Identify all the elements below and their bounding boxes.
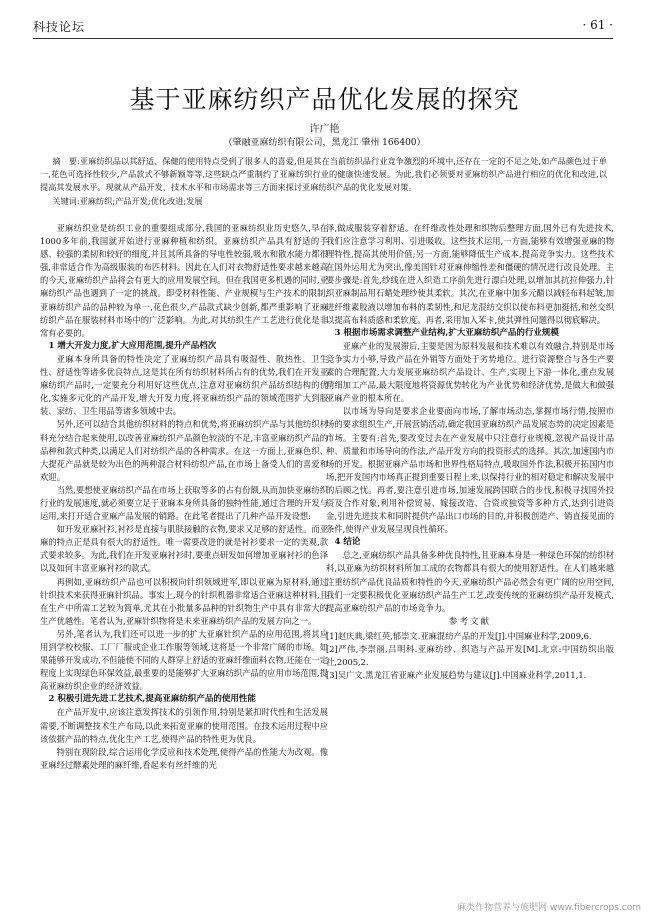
paragraph: 再例如,亚麻纺织产品也可以积极向针织领域进军,即以亚麻为原材料,通过针织技术来获得亚麻针织品。事实上,现今的针织机器非常适合亚麻这种材料,且在生产中所需工艺较为简单,尤其在小批量多品种的针织物生产中具有非常大的生产优越性。笔者认为,亚麻针织物将是未来亚麻纺织产品的发展方向之一。: [40, 576, 328, 626]
paragraph: 如开发亚麻衬衫,衬衫是直接与肌肤接触的衣物,要求又足够的舒适性。而亚麻的特点正是具有很大的舒适性。唯一需要改进的就是衬衫要求一定的美观,款式要求较多。为此,我们在开发亚麻衬衫时,要重点研发如何增加亚麻衬衫的色泽以及如何丰富亚麻衬衫的款式。: [40, 524, 328, 574]
paragraph: 泽,做成服装穿着舒适。在纤维改性处理和织物后整理方面,国外已有先进技术,我们应注意学习利用、引进吸收。这些技术运用,一方面,能够有效增强亚麻的物理特性,提高其使用价值;另一方面,能够降低生产成本,提高竞争实力。这些技术在国外运用尤为突出,像美国针对亚麻伸缩性差和僵硬的情况进行改良处理。主要步骤是:首先,纱线在进入织造工序前先进行漂白处理,以增加其抗拉伸强力,针织亚麻制品用石蜡处理纱使其柔软。其次,在亚麻中加多元醋以减轻布料起皱,加进纤维素胶液以增加布料的柔韧性,和尼龙混纺交织以使布料更加挺括,和丝交织以提高布料质感和柔软度。再者,采用加入苯卡,使其弹性问题得以彻底解决。: [326, 223, 614, 325]
reference-item: [2]严伟,李崇丽,吕明科.亚麻纺纱、织造与产品开发[M].北京:中国纺织出版社,2005,2.: [326, 644, 614, 668]
watermark: 麻类作物营养与施肥网 www.fibercrops.com: [457, 903, 641, 913]
paragraph: 亚麻产业的发展滞后,主要是因为原料发展和技术难以有效融合,特别是市场竞争实力小够,导致产品在外销等方面处于劣势地位。进行资源整合与各生产要素的合理配置,大力发展亚麻纺织产品设计、生产,实现上下游一体化,重点发展精细加工产品,最大限度地将资源优势转化为产业优势和经济优势,是做大和做强亚麻产业的根本所在。: [326, 340, 614, 404]
author-affiliation: （肇融亚麻纺织有限公司，黑龙江 肇州 166400）: [223, 138, 426, 148]
author-name: 许广艳: [309, 124, 340, 135]
paragraph: 特别在现阶段,综合运用化学反应和技术处理,使得产品的性能大为改观。像亚麻经过酵素处理的麻纤维,看起来有丝纤维的光: [40, 746, 328, 770]
keywords: 关键词:亚麻纺织;产品开发;优化改进;发展: [52, 196, 203, 206]
paragraph: 当然,要想使亚麻纺织产品在市场上获取等多的占有份额,从而加快亚麻纺织行业的发展速度,就必须要立足于亚麻本身所具备的独特性能,通过合理的开发与运用,来打开适合亚麻产品发展的销路。在此笔者提出了几种产品开发设想:: [40, 484, 328, 522]
paragraph: 亚麻本身所具备的特性决定了亚麻纺织产品具有吸湿性、散热性、卫生性、舒适性等诸多优良特点,这是其在所有纺织材料所占有的优势,我们在开发亚麻纺织产品时,一定要充分利用好这些优点,注意对亚麻纺织产品纺织结构的优化,实施多元化的产品开发,增大开发力度,将亚麻纺织产品的领域范围扩大到服装、家纺、卫生用品等诸多领域中去。: [40, 353, 328, 417]
paragraph: 总之,亚麻纺织产品具备多种优良特性,且亚麻本身是一种绿色环保的纺织材料,以亚麻为纺织材料所加工成的衣物都具有很大的使用舒适性。在人们越来越注重纺织产品优良品质和特性的今天,亚麻纺织产品必然会有更广阔的应用空间,我们一定要积极优化亚麻纺织产品生产工艺,改变传统的亚麻纺织产品开发模式,提高亚麻纺织产品的市场竞争力。: [326, 550, 614, 613]
abstract-block: [40, 155, 607, 208]
paragraph: 另外,还可以结合其他纺织材料的特点和优势,将亚麻纺织产品与其他纺织材料充分结合起来使用,以改善亚麻纺织产品颜色较淡的不足,丰富亚麻纺织产品的品种和款式种类,以满足人们对纺织产品的各种需求。在这一方面上,亚麻色织、大提花产品就是较为出色的两种混合材料纺织产品,在市场上备受人们的喜爱和欢迎。: [40, 419, 328, 482]
section-heading-3: 3 根据市场需求调整产业结构,扩大亚麻纺织产品的行业规模: [334, 327, 559, 338]
body-left-column: [40, 222, 328, 772]
running-header-page-number: · 61 ·: [582, 18, 613, 32]
paragraph: 在产品开发中,应该注意发挥技术的引领作用,特别是紧扣时代性和生活发展需要,不断调整技术生产布局,以此来拓宽亚麻的使用范围。在技术运用过程中应该依据产品的特点,优化生产工艺,使得产品的特性更为优良。: [40, 707, 328, 744]
body-right-column: [326, 222, 614, 682]
section-heading-4: 4 结论: [334, 537, 361, 548]
section-heading-2: 2 积极引进先进工艺技术,提高亚麻纺织产品的使用性能: [48, 694, 256, 705]
reference-item: [1]赵庆典,梁红英,郁崇文.亚麻混纺产品的开发[J].中国麻业科学,2009,6.: [326, 630, 592, 641]
abstract-text: 摘 要:亚麻纺织品以其舒适、保健的使用特点受到了很多人的喜爱,但是其在当前纺织品行业竞争激烈的环境中,还存在一定的不足之处,如产品颜色过于单一,花色可选择性较少,产品款式不够新颖等等,这些缺点严重制约了亚麻纺织行业的健康快速发展。为此,我们必须要对亚麻纺织产品进行相应的优化和改进,以提高其发展水平。现就从产品开发、技术水平和市场需求等三方面来探讨亚麻纺织产品的优化发展对策。: [40, 156, 607, 192]
references-heading: 参考文献: [448, 616, 491, 627]
article-title: 基于亚麻纺织产品优化发展的探究: [129, 85, 520, 114]
paragraph: 亚麻纺织业是纺织工业的重要组成部分,我国的亚麻纺织业历史悠久,早在1000多年前,我国就开始进行亚麻种植和纺织。亚麻纺织产品具有舒适的手感、较强的柔韧和较好的细度,并且其所具备的导电性较弱,吸水和散水能力都很强,非常适合作为高级服装的布匹材料。因此在人们对衣物舒适性要求越来越高的今天,亚麻纺织产品将会有更大的应用发展空间。但在我国更多机遇的同时,亚麻纺织产品也遇到了一定的挑战。即受材料性能、产业规模与生产技术的限制,亚麻纺织产品的品种较为单一,花色很少,产品款式缺少创新,都严重影响了亚麻纺织产品在服装材料市场中的广泛影响。为此,对其纺织生产工艺进行优化是非常有必要的。: [40, 223, 328, 338]
paragraph: 另外,笔者认为,我们还可以进一步的扩大亚麻针织产品的应用范围,将其应用到学校校服、工厂厂服或企业工作服等领域,这将是一个非常广阔的市场。如果能够开发成功,不但能使不同的人群穿上舒适的亚麻纤维面料衣物,还能在一定程度上实现绿色环保效益,最重要的是能够扩大亚麻纺织产品的应用市场范围,提高亚麻纺织企业的经济效益。: [40, 628, 328, 692]
header-rule: [33, 38, 613, 39]
reference-item: [3]吴广文.黑龙江省亚麻产业发展趋势与建议[J].中国麻业科学,2011,1.: [326, 670, 587, 681]
section-heading-1: 1 增大开发力度,扩大应用范围,提升产品档次: [48, 340, 217, 351]
paragraph: 以市场为导向是要求企业要面向市场,了解市场动态,掌握市场行情,按照市场的要求组织生产,开展营销活动,确定我国亚麻纺织产品发展态势的决定因素是市场。主要有:首先,要改变过去在产业发展中只注意行业规模,忽视产品设计品种、质量和市场导向的作法,产品开发方向的投资形式的选择。其次,加速国内市场的开发。根据亚麻产品市场和世界性格局特点,吸取国外作法,积极开拓国内市场,把开发国内市场真正提到重要日程上来,以保持行业的相对稳定和解决发展中的后顾之忧。再者,要注意引进市场,加速发展跨国联合的步伐,积极寻找国外投资及合作对象,利用补偿贸易、嫁接改造、合资或独资等多种方式,达到引进资金,引进先进技术和同时提供产品出口市场的目的,并积极创造产、销直接见面的条件,使得产业发展呈现良性循环。: [326, 406, 614, 535]
running-header-journal: 科技论坛: [33, 20, 86, 34]
